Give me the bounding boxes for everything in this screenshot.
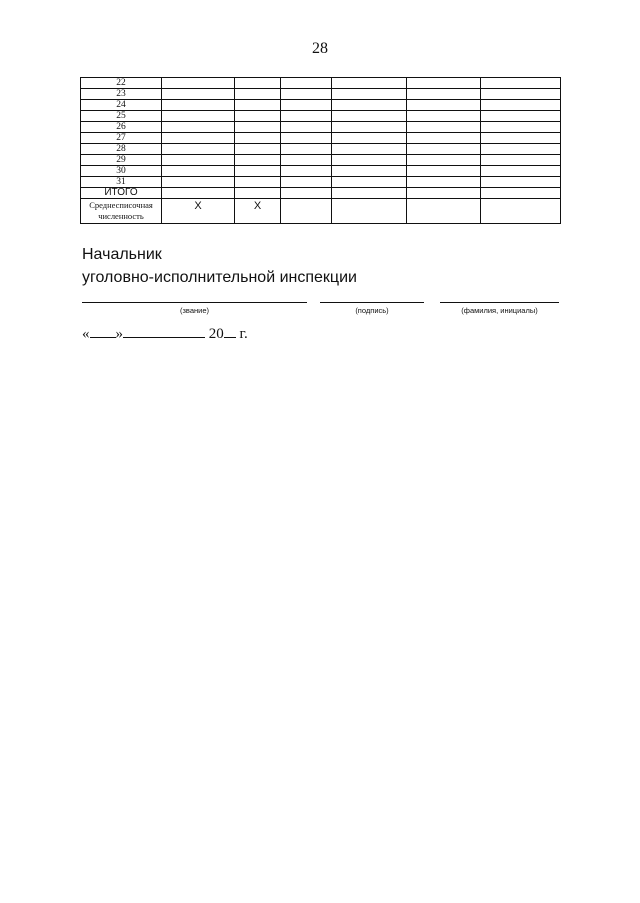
table-cell [235, 78, 281, 89]
table-cell [162, 122, 235, 133]
data-table [80, 77, 561, 224]
table-cell [407, 199, 481, 224]
table-row [81, 111, 561, 122]
page-number: 28 [312, 40, 328, 57]
table-cell [162, 177, 235, 188]
table-cell [235, 89, 281, 100]
close-quote: » [115, 326, 123, 342]
table-cell [235, 155, 281, 166]
month-blank [123, 325, 205, 338]
table-cell [332, 188, 407, 199]
table-row [81, 166, 561, 177]
signatory-department: уголовно-исполнительной инспекции [82, 269, 357, 286]
row-day-label: 31 [81, 177, 162, 188]
table-cell [481, 89, 561, 100]
table-cell [162, 188, 235, 199]
table-cell [332, 122, 407, 133]
table-cell [407, 100, 481, 111]
table-cell [281, 133, 332, 144]
table-row [81, 155, 561, 166]
table-cell [281, 177, 332, 188]
table-cell [481, 155, 561, 166]
table-cell [481, 133, 561, 144]
table-cell [481, 122, 561, 133]
table-cell [281, 144, 332, 155]
table-cell [281, 122, 332, 133]
total-label: ИТОГО [81, 188, 162, 199]
table-cell [407, 177, 481, 188]
table-cell [281, 155, 332, 166]
signatory-title: Начальник [82, 246, 162, 263]
table-row [81, 122, 561, 133]
table-row [81, 177, 561, 188]
table-row [81, 89, 561, 100]
table-cell [162, 89, 235, 100]
table-cell [407, 133, 481, 144]
table-cell [407, 111, 481, 122]
table-cell [481, 111, 561, 122]
year-prefix: 20 [208, 326, 224, 342]
name-line [440, 302, 559, 303]
table-cell [481, 166, 561, 177]
table-body [81, 78, 561, 224]
rank-caption: (звание) [179, 306, 209, 315]
table-cell [281, 111, 332, 122]
row-day-label: 26 [81, 122, 162, 133]
table-cell [235, 177, 281, 188]
table-cell [407, 78, 481, 89]
table-cell [281, 89, 332, 100]
table-cell [481, 78, 561, 89]
rank-line [82, 302, 307, 303]
table-cell [332, 89, 407, 100]
signature-line [320, 302, 424, 303]
table-cell [407, 89, 481, 100]
name-caption: (фамилия, инициалы) [461, 306, 538, 315]
table-cell [407, 188, 481, 199]
row-day-label: 29 [81, 155, 162, 166]
row-day-label: 25 [81, 111, 162, 122]
table-cell [332, 155, 407, 166]
total-row [81, 188, 561, 199]
table-row [81, 78, 561, 89]
table-cell [162, 133, 235, 144]
table-cell [481, 188, 561, 199]
table-cell [162, 78, 235, 89]
table-cell [281, 166, 332, 177]
table-row [81, 100, 561, 111]
table-row [81, 133, 561, 144]
table-cell [481, 100, 561, 111]
table-cell [235, 144, 281, 155]
table-cell [235, 122, 281, 133]
table-cell [407, 144, 481, 155]
table-cell [332, 78, 407, 89]
table-cell [407, 122, 481, 133]
table-cell [481, 199, 561, 224]
date-field [82, 325, 248, 343]
table-cell [235, 111, 281, 122]
table-cell [332, 100, 407, 111]
row-day-label: 27 [81, 133, 162, 144]
row-day-label: 23 [81, 89, 162, 100]
table-cell [235, 133, 281, 144]
year-suffix: г. [239, 326, 248, 342]
row-day-label: 22 [81, 78, 162, 89]
table-cell [235, 100, 281, 111]
table-cell [332, 177, 407, 188]
table-cell [481, 144, 561, 155]
table-cell [332, 166, 407, 177]
average-headcount-label: Среднесписочная численность [81, 199, 162, 224]
row-day-label: 28 [81, 144, 162, 155]
table-cell [281, 100, 332, 111]
table-cell [407, 166, 481, 177]
open-quote: « [82, 326, 90, 342]
table-cell [281, 78, 332, 89]
table-cell [332, 144, 407, 155]
table-cell [162, 111, 235, 122]
table-cell [162, 100, 235, 111]
table-cell [281, 188, 332, 199]
row-day-label: 30 [81, 166, 162, 177]
table-cell [332, 111, 407, 122]
table-cell [332, 133, 407, 144]
table-cell [407, 155, 481, 166]
table-cell [235, 188, 281, 199]
signature-caption: (подпись) [355, 306, 389, 315]
table-row [81, 144, 561, 155]
table-cell [332, 199, 407, 224]
average-headcount-row [81, 199, 561, 224]
table-cell [162, 155, 235, 166]
day-blank [90, 325, 116, 338]
year-blank [224, 325, 236, 338]
table-cell: X [162, 199, 235, 224]
table-cell: X [235, 199, 281, 224]
table-cell [235, 166, 281, 177]
table-cell [281, 199, 332, 224]
row-day-label: 24 [81, 100, 162, 111]
table-cell [162, 166, 235, 177]
table-cell [162, 144, 235, 155]
table-cell [481, 177, 561, 188]
